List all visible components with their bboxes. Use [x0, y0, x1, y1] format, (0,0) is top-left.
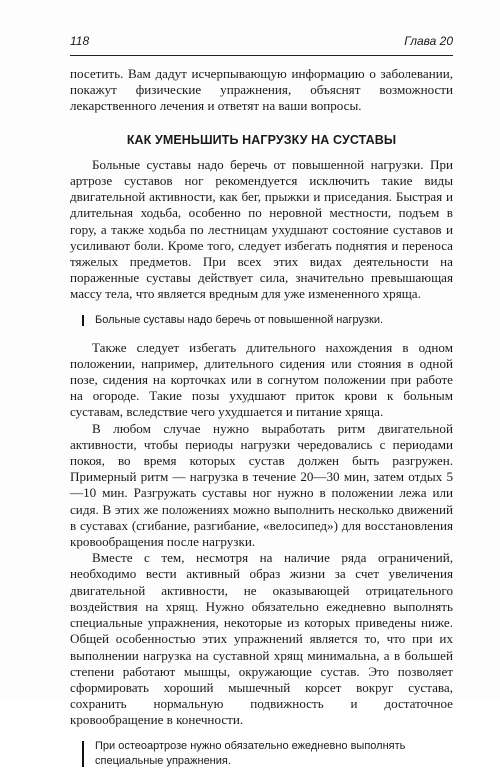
paragraph: В любом случае нужно выработать ритм двигательной активности, чтобы периоды нагрузки чередовались с периодами покоя, во время которых сустав должен быть разгружен. Примерный ритм — нагрузка в течение 20—30 мин, затем отдых 5—10 мин. Разгружать суставы ног нужно в положении лежа или сидя. В этих же положениях можно выполнить несколько движений в суставах (сгибание, разгибание, «велосипед») для восстановления кровообращения после нагрузки.	[70, 420, 453, 550]
page-body	[70, 66, 453, 769]
running-header	[70, 34, 453, 52]
paragraph: Также следует избегать длительного нахождения в одном положении, например, длительного сидения или стояния в одной позе, сидения на корточках или в согнутом положении при работе на огороде. Такие позы ухудшают приток крови к больным суставам, вследствие чего ухудшается и питание хряща.	[70, 339, 453, 420]
callout-note	[82, 739, 453, 769]
callout-text: Больные суставы надо беречь от повышенной нагрузки.	[95, 313, 384, 326]
callout-text: При остеоартрозе нужно обязательно ежедневно выполнять специальные упражнения.	[95, 739, 406, 767]
callout-bar	[82, 315, 84, 326]
header-rule	[70, 55, 453, 56]
section-title: КАК УМЕНЬШИТЬ НАГРУЗКУ НА СУСТАВЫ	[126, 132, 397, 147]
intro-paragraph: посетить. Вам дадут исчерпывающую информацию о заболевании, покажут физические упражнения, объяснят возможности лекарственного лечения и ответят на ваши вопросы.	[70, 66, 453, 114]
callout-note	[82, 313, 453, 328]
callout-bar	[82, 741, 84, 767]
page-number: 118	[70, 34, 90, 48]
chapter-label: Глава 20	[404, 34, 453, 48]
paragraph: Больные суставы надо беречь от повышенной нагрузки. При артрозе суставов ног рекомендуется исключить такие виды двигательной активности, как бег, прыжки и приседания. Быстрая и длительная ходьба, особенно по неровной местности, подъем в гору, а также ходьба по лестницам ухудшают состояние суставов и усиливают боли. Кроме того, следует избегать поднятия и переноса тяжелых предметов. При всех этих видах деятельности на пораженные суставы действует сила, значительно превышающая массу тела, что является вредным для уже измененного хряща.	[70, 156, 453, 302]
paragraph: Вместе с тем, несмотря на наличие ряда ограничений, необходимо вести активный образ жизни за счет увеличения двигательной активности, не оказывающей отрицательного воздействия на хрящ. Нужно обязательно ежедневно выполнять специальные упражнения, некоторые из которых приведены ниже. Общей особенностью этих упражнений является то, что при их выполнении нагрузка на суставной хрящ минимальна, а в большей степени работают мышцы, окружающие сустав. Это позволяет сформировать хороший мышечный корсет вокруг сустава, сохранить нормальную подвижность и достаточное кровообращение в конечности.	[70, 550, 453, 728]
